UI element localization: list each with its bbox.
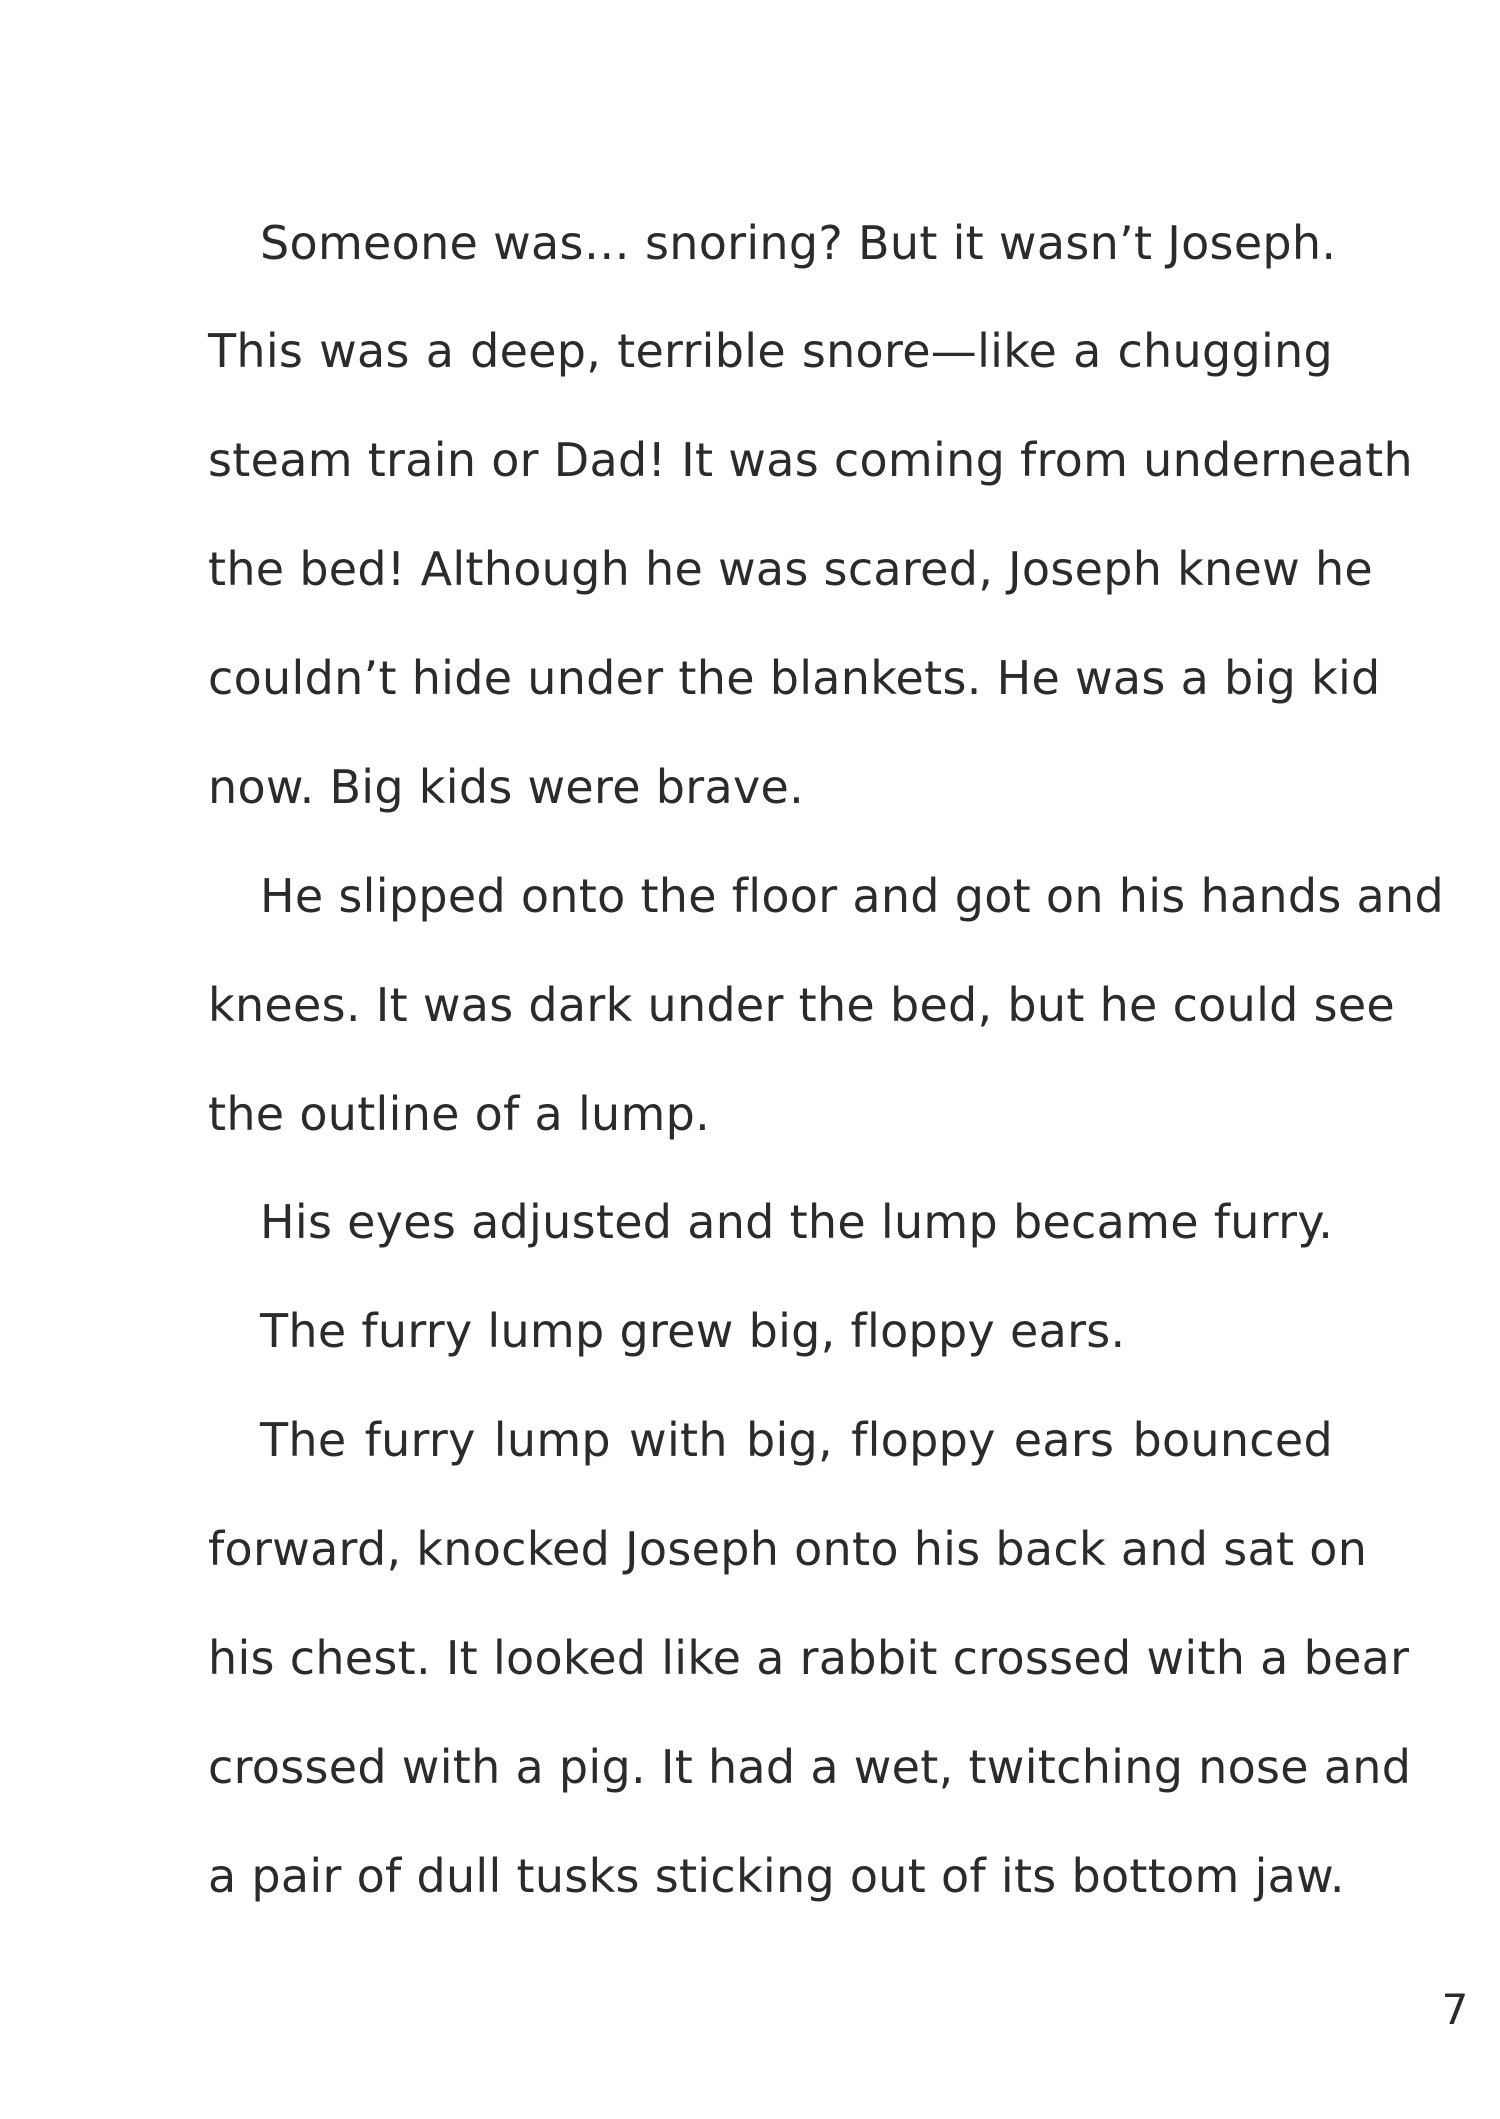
text-line: steam train or Dad! It was coming from underneath: [208, 433, 1413, 487]
text-line: Someone was… snoring? But it wasn’t Joseph.: [260, 216, 1337, 270]
text-line: the outline of a lump.: [208, 1087, 711, 1141]
text-line: His eyes adjusted and the lump became furry.: [260, 1195, 1334, 1249]
text-line: The furry lump grew big, floppy ears.: [260, 1304, 1126, 1358]
text-line: the bed! Although he was scared, Joseph knew he: [208, 542, 1373, 596]
text-line: forward, knocked Joseph onto his back and sat on: [208, 1522, 1368, 1576]
text-line: He slipped onto the floor and got on his hands and: [260, 869, 1445, 923]
text-line: crossed with a pig. It had a wet, twitching nose and: [208, 1740, 1412, 1794]
page-number: 7: [1441, 1985, 1469, 2034]
text-line: This was a deep, terrible snore—like a chugging: [208, 324, 1333, 378]
text-line: knees. It was dark under the bed, but he could see: [208, 978, 1396, 1032]
text-line: The furry lump with big, floppy ears bounced: [260, 1413, 1333, 1467]
text-line: couldn’t hide under the blankets. He was a big kid: [208, 651, 1381, 705]
text-line: a pair of dull tusks sticking out of its bottom jaw.: [208, 1849, 1345, 1903]
text-line: now. Big kids were brave.: [208, 760, 804, 814]
text-line: his chest. It looked like a rabbit crossed with a bear: [208, 1631, 1410, 1685]
